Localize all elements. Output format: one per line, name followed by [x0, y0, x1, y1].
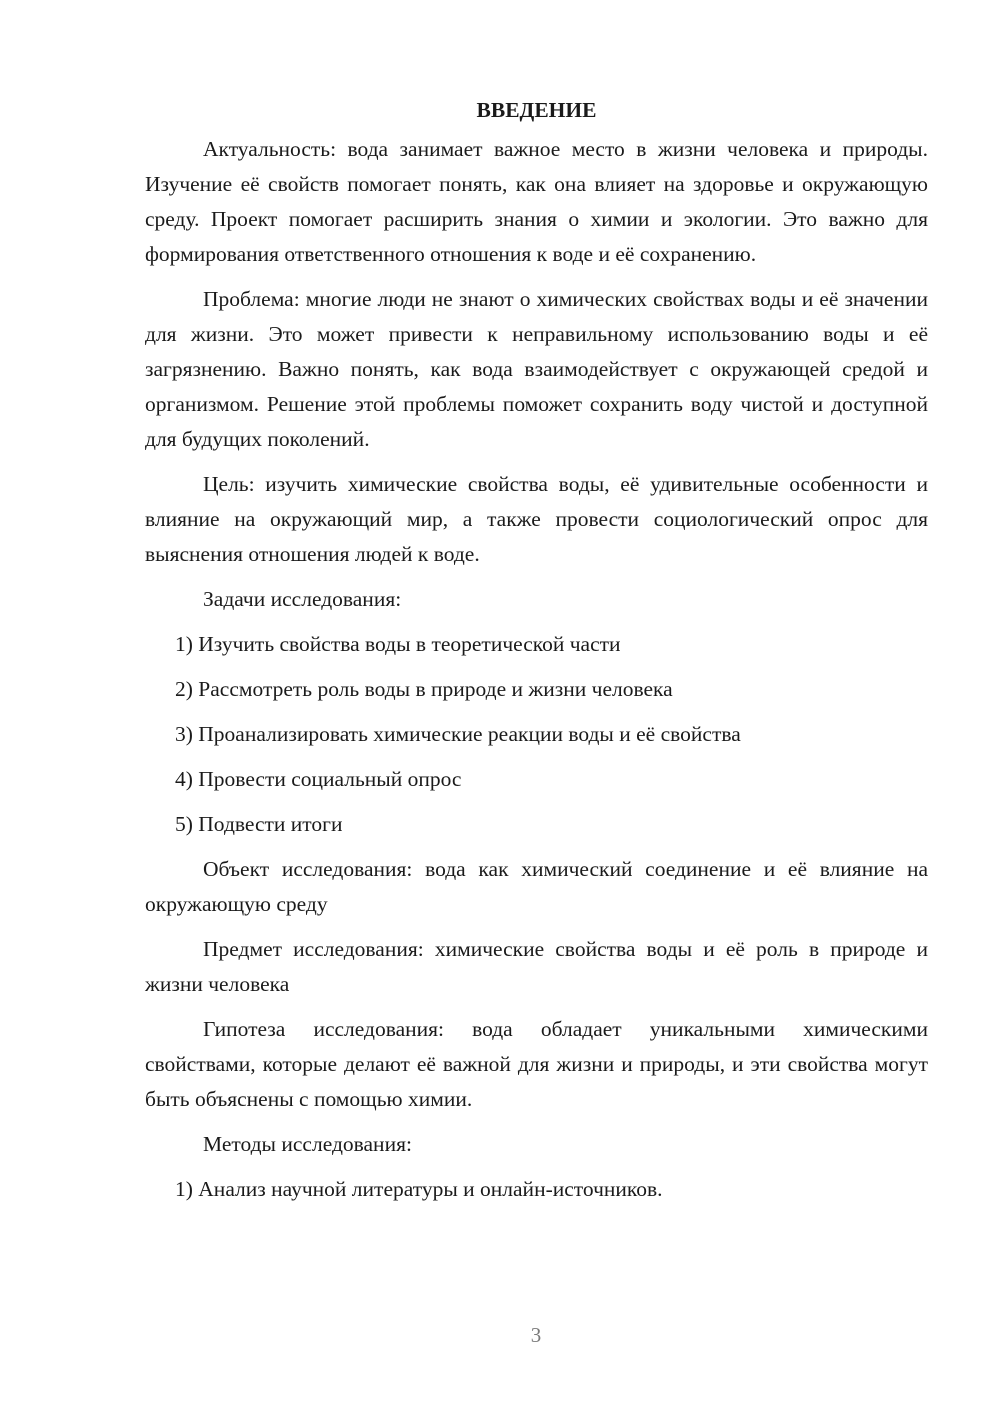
- methods-heading: Методы исследования:: [203, 1132, 412, 1156]
- task-item: 2) Рассмотреть роль воды в природе и жизни человека: [175, 677, 673, 701]
- problem-paragraph: Проблема: многие люди не знают о химических свойствах воды и её значении для жизни. Это может привести к неправильному использованию воды и её загрязнению. Важно понять, как вода взаимодействует с окружающей средой и организмом. Решение этой проблемы поможет сохранить воду чистой и доступной для будущих поколений.: [145, 287, 928, 451]
- document-title: ВВЕДЕНИЕ: [476, 98, 597, 122]
- page-number: 3: [530, 1323, 542, 1347]
- goal-paragraph: Цель: изучить химические свойства воды, её удивительные особенности и влияние на окружающий мир, а также провести социологический опрос для выяснения отношения людей к воде.: [145, 472, 928, 566]
- subject-paragraph: Предмет исследования: химические свойства воды и её роль в природе и жизни человека: [145, 937, 928, 996]
- tasks-heading: Задачи исследования:: [203, 587, 402, 611]
- relevance-paragraph: Актуальность: вода занимает важное место в жизни человека и природы. Изучение её свойств помогает понять, как она влияет на здоровье и окружающую среду. Проект помогает расширить знания о химии и экологии. Это важно для формирования ответственного отношения к воде и её сохранению.: [145, 137, 928, 266]
- object-paragraph: Объект исследования: вода как химический соединение и её влияние на окружающую среду: [145, 857, 928, 916]
- document-page: [145, 93, 928, 1217]
- task-item: 4) Провести социальный опрос: [175, 767, 462, 791]
- task-item: 1) Изучить свойства воды в теоретической части: [175, 632, 621, 656]
- task-item: 3) Проанализировать химические реакции воды и её свойства: [175, 722, 741, 746]
- task-item: 5) Подвести итоги: [175, 812, 343, 836]
- method-item: 1) Анализ научной литературы и онлайн-источников.: [175, 1177, 663, 1201]
- hypothesis-paragraph: Гипотеза исследования: вода обладает уникальными химическими свойствами, которые делают её важной для жизни и природы, и эти свойства могут быть объяснены с помощью химии.: [145, 1017, 928, 1111]
